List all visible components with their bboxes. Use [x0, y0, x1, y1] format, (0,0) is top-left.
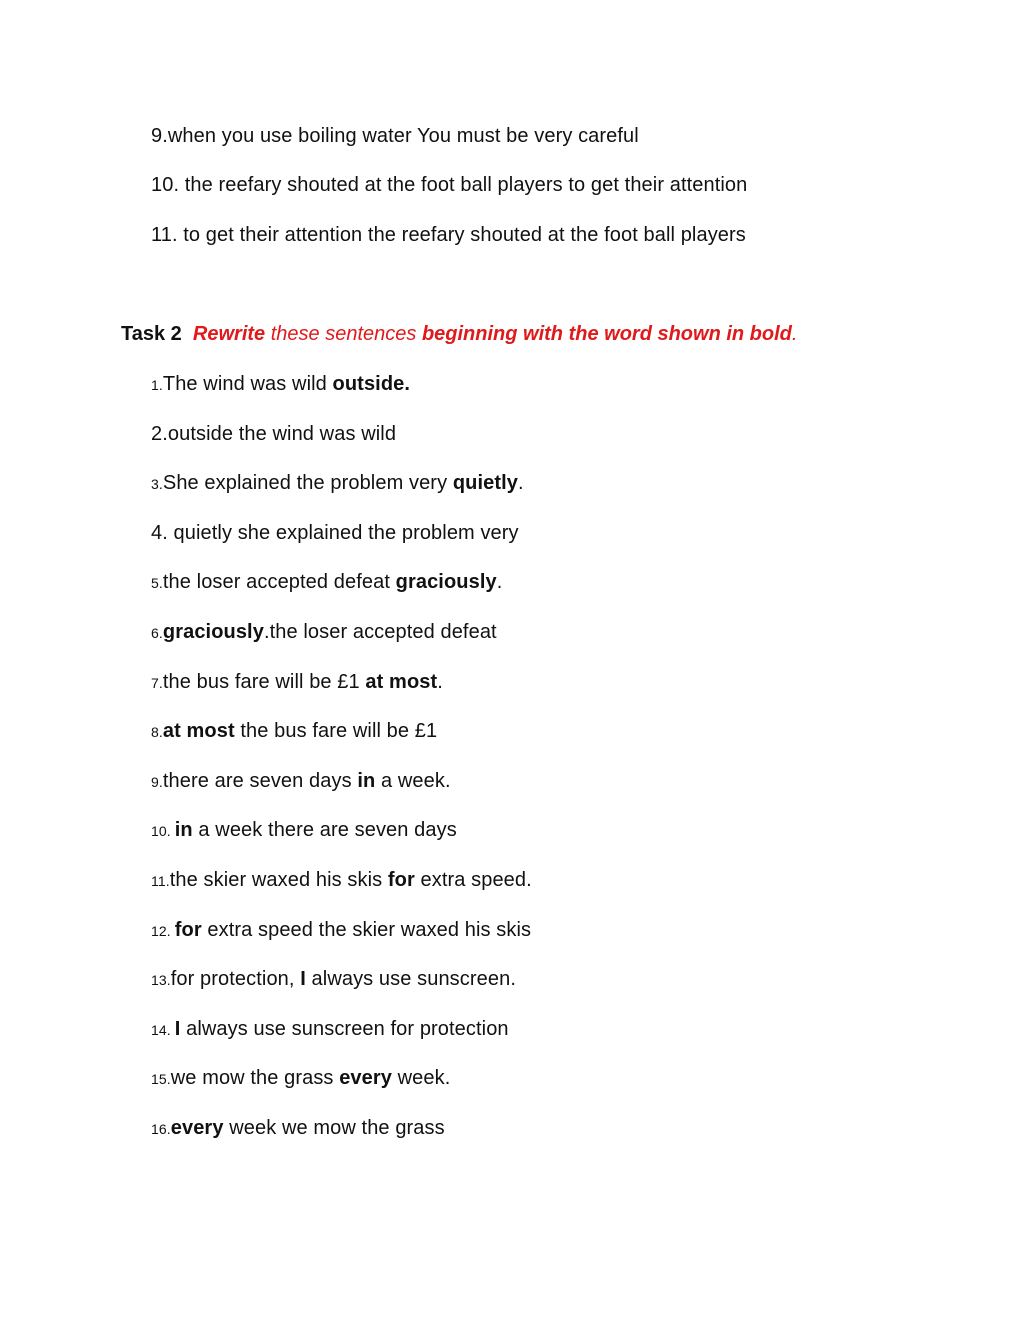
- item-text-pre: The wind was wild: [162, 373, 333, 395]
- item-bold-word: I: [174, 1018, 181, 1040]
- item-number: 3.: [151, 476, 163, 492]
- item-number: 15.: [151, 1071, 171, 1087]
- task2-item-10: [151, 818, 457, 843]
- item-text-pre: the bus fare will be £1: [162, 671, 366, 693]
- item-bold-word: graciously: [395, 571, 497, 593]
- item-bold-word: at most: [365, 671, 438, 693]
- task2-item-9: [151, 769, 451, 794]
- task1-item-text: 9.when you use boiling water You must be very careful: [151, 125, 639, 147]
- item-text-pre: the loser accepted defeat: [162, 571, 396, 593]
- item-number: 10.: [151, 823, 175, 839]
- task2-heading: [121, 322, 797, 346]
- item-bold-word: every: [170, 1117, 224, 1139]
- item-text-post: extra speed the skier waxed his skis: [201, 919, 532, 941]
- item-text-pre: for protection,: [170, 968, 301, 990]
- item-bold-word: graciously: [162, 621, 264, 643]
- item-number: 8.: [151, 724, 163, 740]
- task2-item-1: [151, 372, 410, 397]
- item-text-pre: there are seven days: [162, 770, 358, 792]
- instruction-period: .: [791, 323, 798, 345]
- item-bold-word: in: [357, 770, 376, 792]
- item-text-pre: 4. quietly she explained the problem very: [151, 522, 519, 544]
- item-number: 13.: [151, 972, 171, 988]
- item-number: 14.: [151, 1022, 175, 1038]
- task2-item-11: [151, 868, 532, 893]
- item-number: 6.: [151, 625, 163, 641]
- item-number: 9.: [151, 774, 163, 790]
- task2-item-13: [151, 967, 516, 992]
- task2-item-7: [151, 670, 443, 695]
- item-text-pre: the skier waxed his skis: [169, 869, 388, 891]
- item-text-post: always use sunscreen for protection: [180, 1018, 509, 1040]
- instruction-these-sentences: these sentences: [270, 323, 417, 345]
- item-text-post: .: [517, 472, 524, 494]
- task2-item-2: [151, 422, 396, 447]
- task2-item-4: [151, 521, 519, 546]
- task2-item-14: [151, 1017, 509, 1042]
- task1-item-text: 10. the reefary shouted at the foot ball players to get their attention: [151, 174, 748, 196]
- item-number: 1.: [151, 377, 163, 393]
- task2-item-12: [151, 918, 531, 943]
- item-bold-word: for: [387, 869, 415, 891]
- item-text-post: extra speed.: [414, 869, 532, 891]
- item-number: 7.: [151, 675, 163, 691]
- item-bold-word: outside.: [332, 373, 411, 395]
- item-text-post: week we mow the grass: [223, 1117, 445, 1139]
- item-bold-word: I: [300, 968, 306, 990]
- item-text-post: .the loser accepted defeat: [263, 621, 497, 643]
- item-bold-word: at most: [162, 720, 235, 742]
- item-number: 5.: [151, 575, 163, 591]
- task-label: Task 2: [121, 323, 182, 345]
- instruction-beginning: beginning with the word shown in bold: [421, 323, 792, 345]
- item-text-post: .: [437, 671, 443, 693]
- item-number: 12.: [151, 923, 175, 939]
- task1-item-11: [151, 223, 746, 247]
- task2-item-6: [151, 620, 497, 645]
- item-text-post: week.: [391, 1067, 451, 1089]
- item-text-post: the bus fare will be £1: [234, 720, 438, 742]
- task1-item-10: [151, 173, 747, 197]
- task1-item-text: 11. to get their attention the reefary shouted at the foot ball players: [151, 224, 746, 246]
- item-number: 11.: [151, 873, 170, 889]
- item-bold-word: quietly: [452, 472, 518, 494]
- item-bold-word: in: [174, 819, 193, 841]
- task2-item-16: [151, 1116, 445, 1141]
- item-text-pre: we mow the grass: [170, 1067, 340, 1089]
- item-bold-word: every: [339, 1067, 392, 1089]
- task2-item-15: [151, 1066, 450, 1091]
- instruction-rewrite: Rewrite: [192, 323, 266, 345]
- item-text-post: a week there are seven days: [192, 819, 457, 841]
- task2-item-3: [151, 471, 524, 496]
- item-text-post: .: [496, 571, 503, 593]
- item-text-pre: She explained the problem very: [162, 472, 453, 494]
- item-bold-word: for: [174, 919, 202, 941]
- item-number: 16.: [151, 1121, 171, 1137]
- task2-item-5: [151, 570, 502, 595]
- item-text-pre: 2.outside the wind was wild: [151, 423, 397, 445]
- task1-item-9: [151, 124, 639, 148]
- task2-item-8: [151, 719, 437, 744]
- item-text-post: a week.: [375, 770, 451, 792]
- item-text-post: always use sunscreen.: [305, 968, 516, 990]
